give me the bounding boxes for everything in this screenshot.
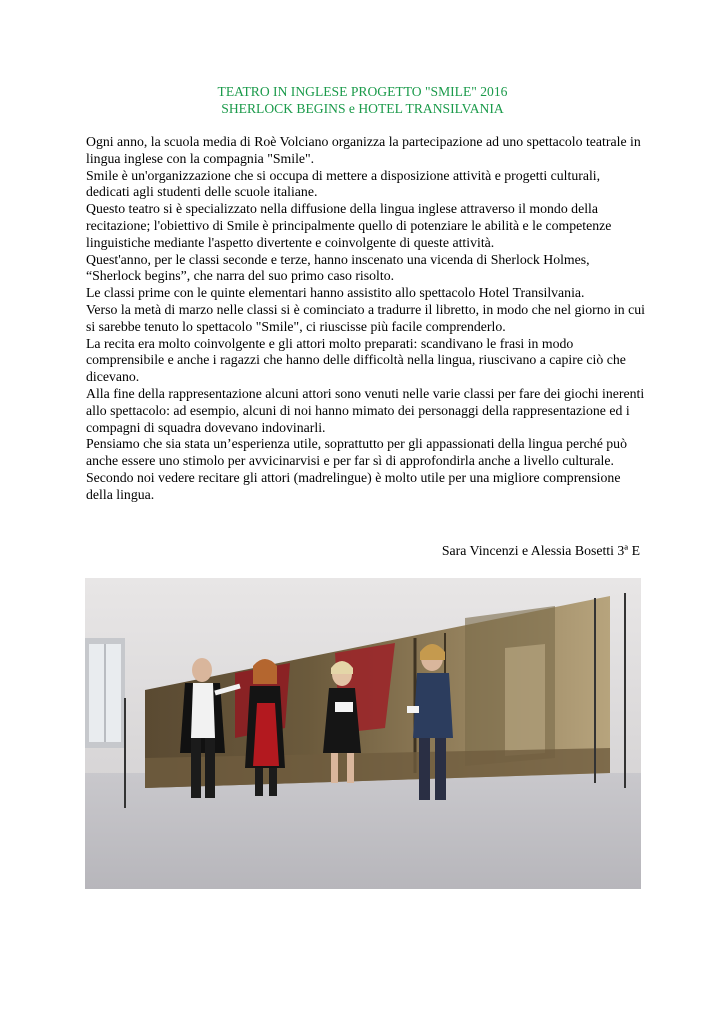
title-line-2: SHERLOCK BEGINS e HOTEL TRANSILVANIA: [221, 100, 504, 116]
paragraph: Alla fine della rappresentazione alcuni attori sono venuti nelle varie classi per fare dei giochi inerenti allo spettacolo: ad esempio, alcuni di noi hanno mimato dei personaggi della rappresentazione ed i compagni di squadra dovevano indovinarli.: [86, 385, 645, 435]
document-title: [0, 84, 725, 117]
paragraph: Pensiamo che sia stata un’esperienza utile, soprattutto per gli appassionati della lingua perché può anche essere uno stimolo per avvicinarvisi e per far sì di approfondirla anche a livello culturale.: [86, 436, 627, 469]
paragraph: La recita era molto coinvolgente e gli attori molto preparati: scandivano le frasi in modo comprensibile e anche i ragazzi che hanno delle difficoltà nella lingua, riuscivano a capire ciò che dicevano.: [86, 335, 626, 385]
title-line-1: TEATRO IN INGLESE PROGETTO "SMILE" 2016: [217, 84, 508, 99]
paragraph: Secondo noi vedere recitare gli attori (madrelingue) è molto utile per una migliore comprensione della lingua.: [86, 469, 621, 502]
paragraph: Questo teatro si è specializzato nella diffusione della lingua inglese attraverso il mondo della recitazione; l'obiettivo di Smile è principalmente quello di potenziare le abilità e le competenze linguistiche mediante l'aspetto divertente e coinvolgente di queste attività.: [86, 201, 612, 250]
article-body: [86, 134, 646, 504]
paragraph: Verso la metà di marzo nelle classi si è cominciato a tradurre il libretto, in modo che nel giorno in cui si sarebbe tenuto lo spettacolo "Smile", ci riuscisse più facile comprenderlo.: [86, 301, 645, 334]
signature: Sara Vincenzi e Alessia Bosetti 3ª E: [441, 543, 640, 558]
paragraph: Ogni anno, la scuola media di Roè Volciano organizza la partecipazione ad uno spettacolo teatrale in lingua inglese con la compagnia "Smile".: [86, 134, 641, 166]
paragraph: Le classi prime con le quinte elementari hanno assistito allo spettacolo Hotel Transilvania.: [86, 285, 585, 301]
paragraph: Smile è un'organizzazione che si occupa di mettere a disposizione attività e progetti culturali, dedicati agli studenti delle scuole italiane.: [86, 167, 601, 200]
paragraph: Quest'anno, per le classi seconde e terze, hanno inscenato una vicenda di Sherlock Holmes, “Sherlock begins”, che narra del suo primo caso risolto.: [86, 251, 590, 284]
stage-photo: [85, 578, 641, 889]
